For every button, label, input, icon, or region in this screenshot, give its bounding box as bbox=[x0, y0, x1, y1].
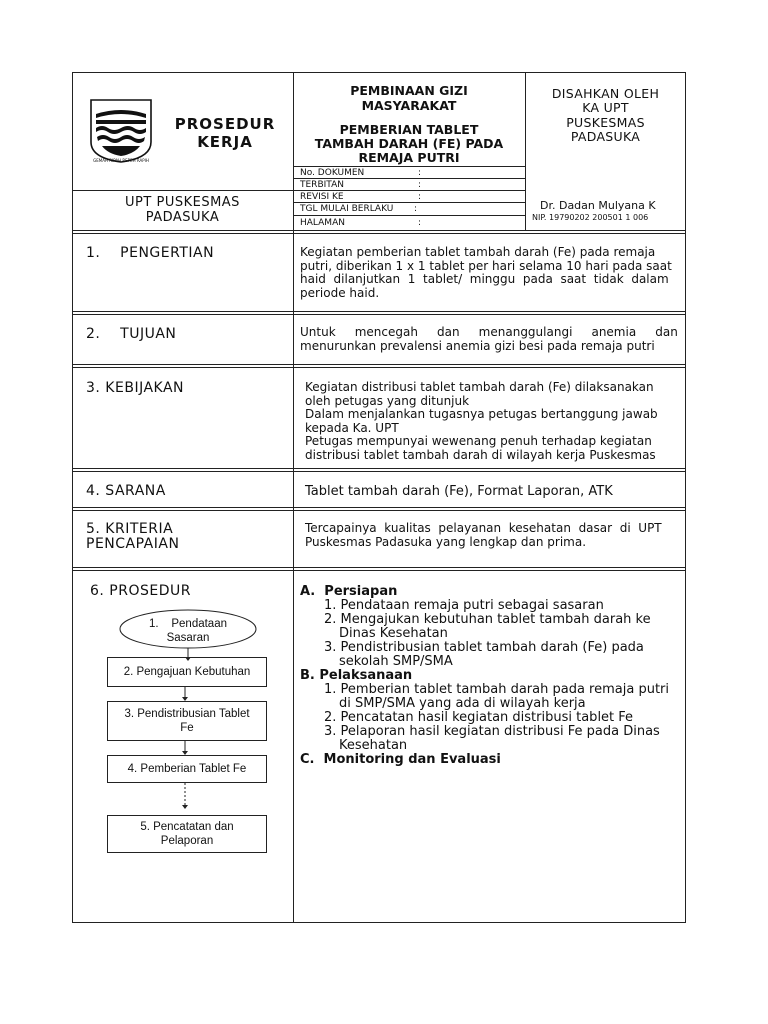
list-item: 3. Pendistribusian tablet tambah darah (Fe) pada bbox=[324, 640, 644, 655]
section-kebijakan-label: 3. KEBIJAKAN bbox=[86, 380, 185, 396]
list-heading-monitoring: C. Monitoring dan Evaluasi bbox=[300, 752, 501, 767]
section-prosedur-label: 6. PROSEDUR bbox=[90, 583, 191, 599]
section-kebijakan-text: Kegiatan distribusi tablet tambah darah (Fe) dilaksanakan oleh petugas yang ditunjuk Dalam menjalankan tugasnya petugas bertanggung jawab kepada Ka. UPT Petugas mempunyai wewenang penuh terhadap kegiatan distribusi tablet tambah darah di wilayah kerja Puskesmas bbox=[305, 380, 658, 462]
meta-colon: : bbox=[418, 168, 422, 178]
list-item: 1. Pendataan remaja putri sebagai sasaran bbox=[324, 598, 604, 613]
flow-step-pendistribusian: 3. Pendistribusian Tablet Fe bbox=[107, 701, 267, 741]
list-item: 2. Mengajukan kebutuhan tablet tambah darah ke bbox=[324, 612, 651, 627]
meta-colon: : bbox=[418, 218, 422, 228]
approval-block: DISAHKAN OLEH KA UPT PUSKESMAS PADASUKA bbox=[551, 86, 660, 144]
section-tujuan-text: Untuk mencegah dan menanggulangi anemia dan menurunkan prevalensi anemia gizi besi pada remaja putri bbox=[300, 325, 678, 353]
section-pengertian-label: 1. PENGERTIAN bbox=[86, 245, 215, 261]
meta-colon: : bbox=[418, 192, 422, 202]
list-item: 2. Pencatatan hasil kegiatan distribusi tablet Fe bbox=[324, 710, 634, 725]
flow-step-pendataan: 1. Pendataan Sasaran bbox=[148, 618, 227, 644]
document-title: PEMBINAAN GIZI MASYARAKAT bbox=[350, 83, 468, 113]
section-sarana-label: 4. SARANA bbox=[86, 483, 166, 499]
list-item: sekolah SMP/SMA bbox=[339, 654, 453, 669]
section-kriteria-label: 5. KRITERIA PENCAPAIAN bbox=[86, 521, 180, 552]
flow-step-pencatatan: 5. Pencatatan dan Pelaporan bbox=[107, 815, 267, 853]
list-item: 3. Pelaporan hasil kegiatan distribusi Fe pada Dinas bbox=[324, 724, 660, 739]
section-sarana-text: Tablet tambah darah (Fe), Format Laporan, ATK bbox=[305, 484, 613, 499]
signer-nip: NIP. 19790202 200501 1 006 bbox=[532, 213, 649, 222]
meta-halaman: HALAMAN bbox=[300, 218, 345, 228]
section-tujuan-label: 2. TUJUAN bbox=[86, 326, 177, 342]
list-heading-persiapan: A. Persiapan bbox=[300, 584, 398, 599]
section-pengertian-text: Kegiatan pemberian tablet tambah darah (Fe) pada remaja putri, diberikan 1 x 1 tablet per hari selama 10 hari pada saat haid dilanjutkan 1 tablet/ minggu pada saat tidak dalam periode haid. bbox=[300, 245, 672, 300]
logo-motto: GEMAH RIPAH REPEH RAPIH bbox=[93, 158, 149, 163]
flow-step-pemberian: 4. Pemberian Tablet Fe bbox=[107, 755, 267, 783]
list-item: di SMP/SMA yang ada di wilayah kerja bbox=[339, 696, 586, 711]
prosedur-kerja-title: PROSEDUR KERJA bbox=[174, 115, 276, 151]
list-item: Kesehatan bbox=[339, 738, 408, 753]
meta-terbitan: TERBITAN bbox=[300, 180, 344, 190]
meta-tgl-mulai: TGL MULAI BERLAKU bbox=[300, 204, 394, 214]
document-subtitle: PEMBERIAN TABLET TAMBAH DARAH (FE) PADA REMAJA PUTRI bbox=[314, 122, 504, 165]
list-item: Dinas Kesehatan bbox=[339, 626, 448, 641]
meta-revisi: REVISI KE bbox=[300, 192, 344, 202]
meta-colon: : bbox=[418, 180, 422, 190]
flow-step-pengajuan: 2. Pengajuan Kebutuhan bbox=[107, 657, 267, 687]
meta-colon: : bbox=[414, 204, 418, 214]
organization-name: UPT PUSKESMAS PADASUKA bbox=[125, 195, 240, 225]
list-item: 1. Pemberian tablet tambah darah pada remaja putri bbox=[324, 682, 670, 697]
section-kriteria-text: Tercapainya kualitas pelayanan kesehatan dasar di UPT Puskesmas Padasuka yang lengkap dan prima. bbox=[305, 521, 662, 549]
signer-name: Dr. Dadan Mulyana K bbox=[540, 199, 656, 212]
meta-no-dokumen: No. DOKUMEN bbox=[300, 168, 365, 178]
list-heading-pelaksanaan: B. Pelaksanaan bbox=[300, 668, 413, 683]
logo bbox=[88, 96, 154, 168]
